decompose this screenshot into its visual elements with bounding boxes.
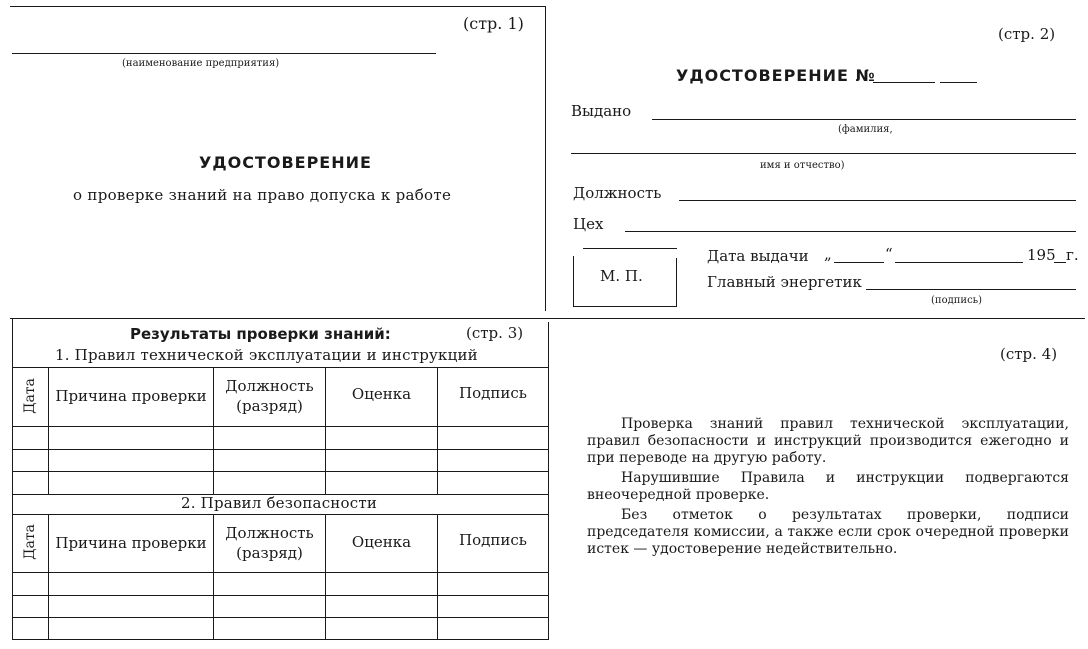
table-1-header-bottom-line [12,426,548,427]
enterprise-caption: (наименование предприятия) [122,58,280,69]
stamp-bottom-line [573,306,677,307]
page-1-number: (стр. 1) [463,14,524,33]
table-1-row-line [12,449,548,450]
page-3-title: Результаты проверки знаний: [130,325,391,343]
section-2-heading: 2. Правил безопасности [181,494,378,512]
table-1-top-line [12,367,548,368]
chief-energetic-label: Главный энергетик [707,273,862,291]
position-line [679,200,1076,201]
table-2-row-line [12,595,548,596]
section-1-heading: 1. Правил технической эксплуатации и инструкций [55,346,478,364]
surname-caption: (фамилия, [838,124,893,135]
page-2-number: (стр. 2) [998,25,1056,43]
issued-label: Выдано [571,102,632,120]
issue-date-year-line [1054,262,1066,263]
table-2-col-1-divider [48,514,49,639]
issue-date-quote-close: “ [885,245,893,263]
top-border [10,6,545,7]
table-2-header-score: Оценка [351,533,412,551]
name-caption: имя и отчество) [760,160,845,171]
page-3-number: (стр. 3) [466,324,524,342]
table-2-header-grade: (разряд) [236,544,303,562]
certificate-number-line-1 [873,82,935,83]
chief-signature-line [866,289,1076,290]
stamp-top-line [583,248,677,249]
middle-divider [10,318,1085,319]
enterprise-name-line [12,53,436,54]
issue-date-year: 195 [1027,246,1056,264]
page-4-paragraph-2: Нарушившие Правила и инструкции подвергаются внеочередной проверке. [587,470,1069,503]
page-1-title: УДОСТОВЕРЕНИЕ [199,153,372,172]
page-2-title: УДОСТОВЕРЕНИЕ № [676,66,876,85]
issued-line [652,119,1076,120]
center-divider [545,6,546,311]
page3-right-border [548,322,549,640]
table-2-header-signature: Подпись [459,531,527,549]
shop-line [625,231,1076,232]
table-2-header-date: Дата [22,524,38,560]
page-4-paragraph-1: Проверка знаний правил технической эксплуатации, правил безопасности и инструкций производится ежегодно и при переводе на другую работу. [587,416,1069,466]
issue-date-day-line [834,262,884,263]
issue-date-month-line [895,262,1023,263]
table-2-header-reason: Причина проверки [55,534,207,552]
position-label: Должность [573,184,662,202]
issue-date-label: Дата выдачи [707,247,809,265]
table-1-header-score: Оценка [351,385,412,403]
table-1-header-reason: Причина проверки [55,387,207,405]
issue-date-year-suffix: г. [1066,246,1079,264]
table-1-header-grade: (разряд) [236,397,303,415]
name-line [571,153,1076,154]
page3-bottom-border [12,639,548,640]
table-1-header-date: Дата [22,378,38,414]
table-2-header-bottom-line [12,572,548,573]
table-1-row-line [12,471,548,472]
table-2-row-line [12,617,548,618]
stamp-label: М. П. [600,267,643,285]
table-2-top-line [12,514,548,515]
stamp-left-line [573,256,574,306]
table-2-header-position: Должность [225,524,314,542]
shop-label: Цех [573,215,604,233]
page-4-paragraph-3: Без отметок о результатах проверки, подписи председателя комиссии, а также если срок очередной проверки истек — удостоверение недействительно. [587,507,1069,557]
page-4-number: (стр. 4) [1000,345,1058,363]
signature-caption: (подпись) [931,295,983,306]
page-1-subtitle: о проверке знаний на право допуска к работе [73,186,452,204]
table-1-header-signature: Подпись [459,384,527,402]
stamp-right-line [676,258,677,306]
issue-date-quote-open: „ [824,245,832,263]
certificate-number-line-2 [940,82,977,83]
table-1-header-position: Должность [225,377,314,395]
